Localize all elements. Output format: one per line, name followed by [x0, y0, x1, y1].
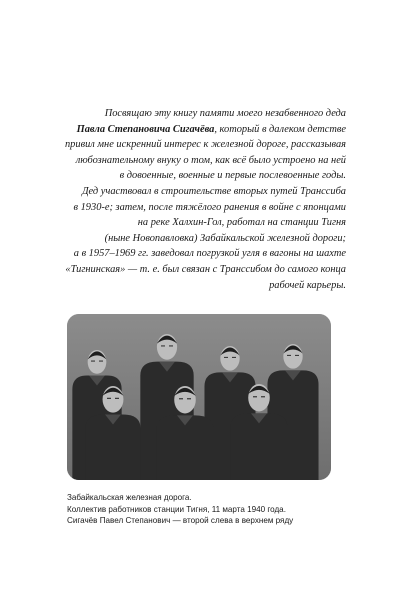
dedication-line: рабочей карьеры.	[269, 279, 346, 291]
caption-line: Сигачёв Павел Степанович — второй слева в верхнем ряду	[67, 516, 294, 526]
group-photo	[67, 314, 331, 480]
dedication-line: в довоенные, военные и первые послевоенные годы.	[119, 170, 346, 182]
dedication-line: Посвящаю эту книгу памяти моего незабвенного деда	[104, 108, 346, 119]
caption-line: Коллектив работников станции Тигня, 11 марта 1940 года.	[67, 504, 286, 514]
dedication-line: а в 1957–1969 гг. заведовал погрузкой угля в вагоны на шахте	[73, 248, 346, 260]
dedication-line: Дед участвовал в строительстве вторых путей Транссиба	[81, 185, 346, 197]
grandfather-name: Павла Степановича Сигачёва	[76, 123, 215, 135]
dedication-line: в 1930-е; затем, после тяжёлого ранения в войне с японцами	[73, 201, 346, 213]
dedication-line: (ныне Новопавловка) Забайкальской железной дороги;	[104, 232, 346, 244]
group-photo-illustration	[67, 314, 331, 480]
caption-line: Забайкальская железная дорога.	[67, 493, 192, 502]
dedication-line: «Тигнинская» — т. е. был связан с Транссибом до самого конца	[65, 263, 346, 275]
dedication-line-rest: , который в далеком детстве	[214, 123, 346, 135]
dedication-text	[60, 106, 346, 293]
dedication-line: на реке Халхин-Гол, работал на станции Тигня	[137, 217, 346, 229]
dedication-line	[60, 122, 346, 138]
photo-caption	[67, 492, 347, 527]
dedication-line: привил мне искренний интерес к железной дороге, рассказывая	[64, 139, 346, 151]
dedication-line: любознательному внуку о том, как всё было устроено на ней	[75, 154, 346, 166]
